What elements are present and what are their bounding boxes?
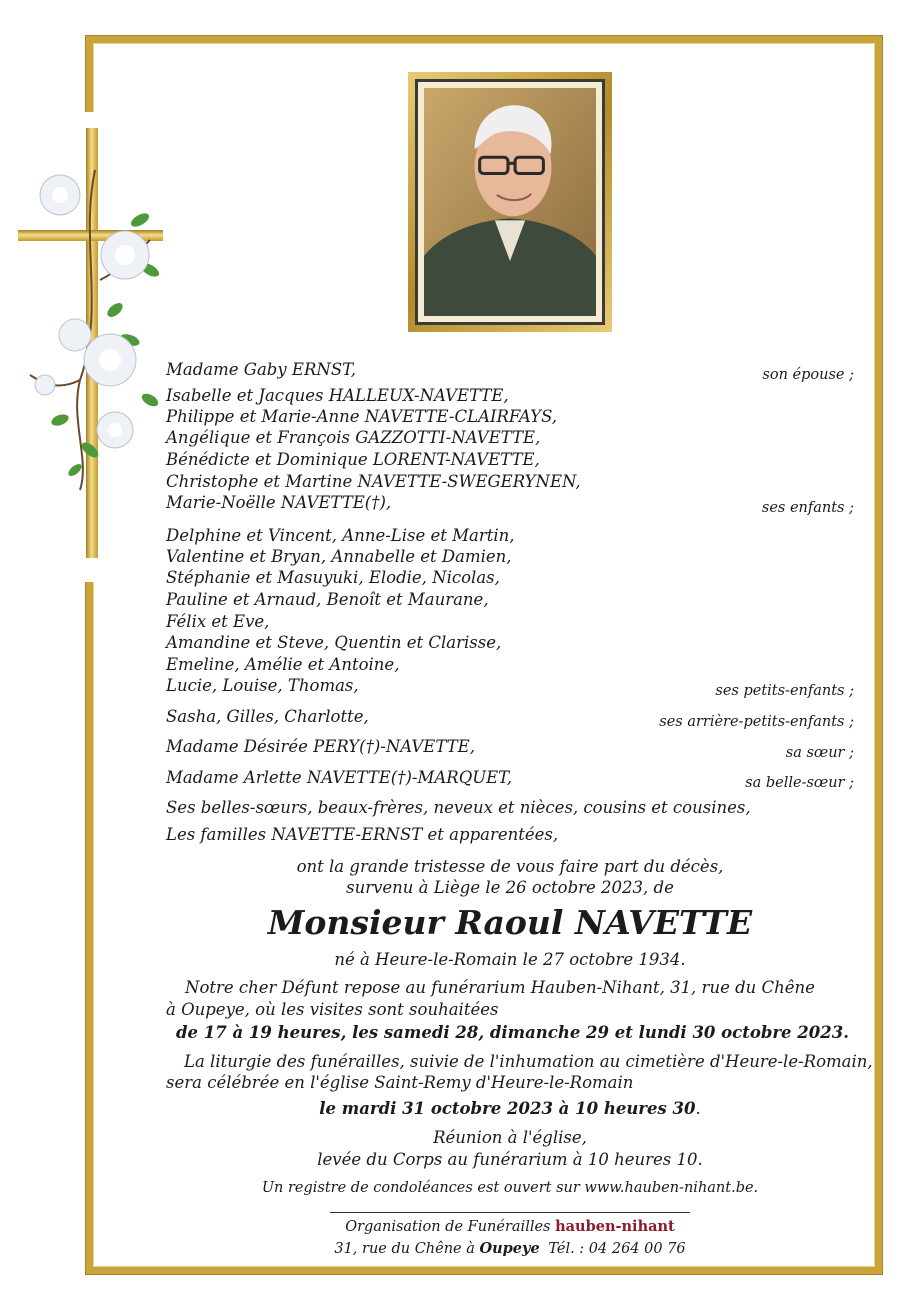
footer-address: 31, rue du Chêne à [334, 1241, 475, 1257]
family-member-line: Marie-Noëlle NAVETTE(†), [166, 493, 392, 512]
family-member-line: Christophe et Martine NAVETTE-SWEGERYNEN, [166, 472, 581, 491]
family-member-line: Sasha, Gilles, Charlotte, [166, 707, 369, 726]
liturgy-date: le mardi 31 octobre 2023 à 10 heures 30 [319, 1099, 696, 1118]
family-member-line: Madame Arlette NAVETTE(†)-MARQUET, [166, 768, 512, 787]
relation-label: sa belle-sœur ; [745, 775, 854, 791]
families-line: Les familles NAVETTE-ERNST et apparentées, [166, 825, 559, 844]
footer-org-label: Organisation de Funérailles [345, 1219, 551, 1235]
family-member-line: Delphine et Vincent, Anne-Lise et Martin, [166, 526, 515, 545]
liturgy-date-end: . [695, 1099, 701, 1118]
visit-times: de 17 à 19 heures, les samedi 28, dimanche 29 et lundi 30 octobre 2023. [176, 1023, 849, 1042]
family-member-line: Stéphanie et Masuyuki, Elodie, Nicolas, [166, 568, 500, 587]
family-member-line: Emeline, Amélie et Antoine, [166, 655, 400, 674]
birth-line: né à Heure-le-Romain le 27 octobre 1934. [334, 950, 686, 969]
relation-label: ses arrière-petits-enfants ; [659, 714, 854, 730]
white-flowers-decoration [20, 160, 170, 500]
meeting-line-2: levée du Corps au funérarium à 10 heures 10. [317, 1150, 703, 1169]
family-member-line: Isabelle et Jacques HALLEUX-NAVETTE, [166, 386, 509, 405]
family-member-line: Madame Désirée PERY(†)-NAVETTE, [166, 737, 475, 756]
footer-org-line [310, 1218, 710, 1235]
liturgy-line-2: sera célébrée en l'église Saint-Remy d'Heure-le-Romain [166, 1073, 634, 1092]
deceased-name: Monsieur Raoul NAVETTE [267, 903, 753, 942]
announce-line: ont la grande tristesse de vous faire part du décès, [296, 857, 724, 876]
footer-address-line [310, 1240, 710, 1257]
visit-line-2: à Oupeye, où les visites sont souhaitées [166, 1000, 499, 1019]
family-member-line: Bénédicte et Dominique LORENT-NAVETTE, [166, 450, 540, 469]
family-member-line: Amandine et Steve, Quentin et Clarisse, [166, 633, 502, 652]
meeting-line-1: Réunion à l'église, [433, 1128, 587, 1147]
family-member-line: Pauline et Arnaud, Benoît et Maurane, [166, 590, 489, 609]
family-member-line: Valentine et Bryan, Annabelle et Damien, [166, 547, 512, 566]
family-member-line: Lucie, Louise, Thomas, [166, 676, 359, 695]
death-date-line: survenu à Liège le 26 octobre 2023, de [346, 878, 674, 897]
family-member-line: Madame Gaby ERNST, [166, 360, 356, 379]
relation-label: sa sœur ; [785, 745, 854, 761]
relation-label: ses petits-enfants ; [715, 683, 854, 699]
brand-logo-text: hauben-nihant [555, 1218, 675, 1235]
footer-town: Oupeye [479, 1240, 540, 1257]
footer-phone: Tél. : 04 264 00 76 [548, 1241, 686, 1257]
footer-divider [330, 1212, 690, 1213]
liturgy-date-line [200, 1099, 820, 1118]
registry-line: Un registre de condoléances est ouvert sur www.hauben-nihant.be. [261, 1180, 759, 1196]
portrait-photo [424, 88, 596, 316]
family-member-line: Angélique et François GAZZOTTI-NAVETTE, [166, 428, 541, 447]
visit-line-1: Notre cher Défunt repose au funérarium Hauben-Nihant, 31, rue du Chêne [185, 978, 815, 997]
relation-label: ses enfants ; [761, 500, 854, 516]
relation-label: son épouse ; [762, 367, 854, 383]
liturgy-line-1: La liturgie des funérailles, suivie de l'inhumation au cimetière d'Heure-le-Romain, [184, 1052, 873, 1071]
extended-family-line: Ses belles-sœurs, beaux-frères, neveux et nièces, cousins et cousines, [166, 798, 751, 817]
portrait-frame [408, 72, 612, 332]
family-member-line: Félix et Eve, [166, 612, 270, 631]
family-member-line: Philippe et Marie-Anne NAVETTE-CLAIRFAYS, [166, 407, 558, 426]
